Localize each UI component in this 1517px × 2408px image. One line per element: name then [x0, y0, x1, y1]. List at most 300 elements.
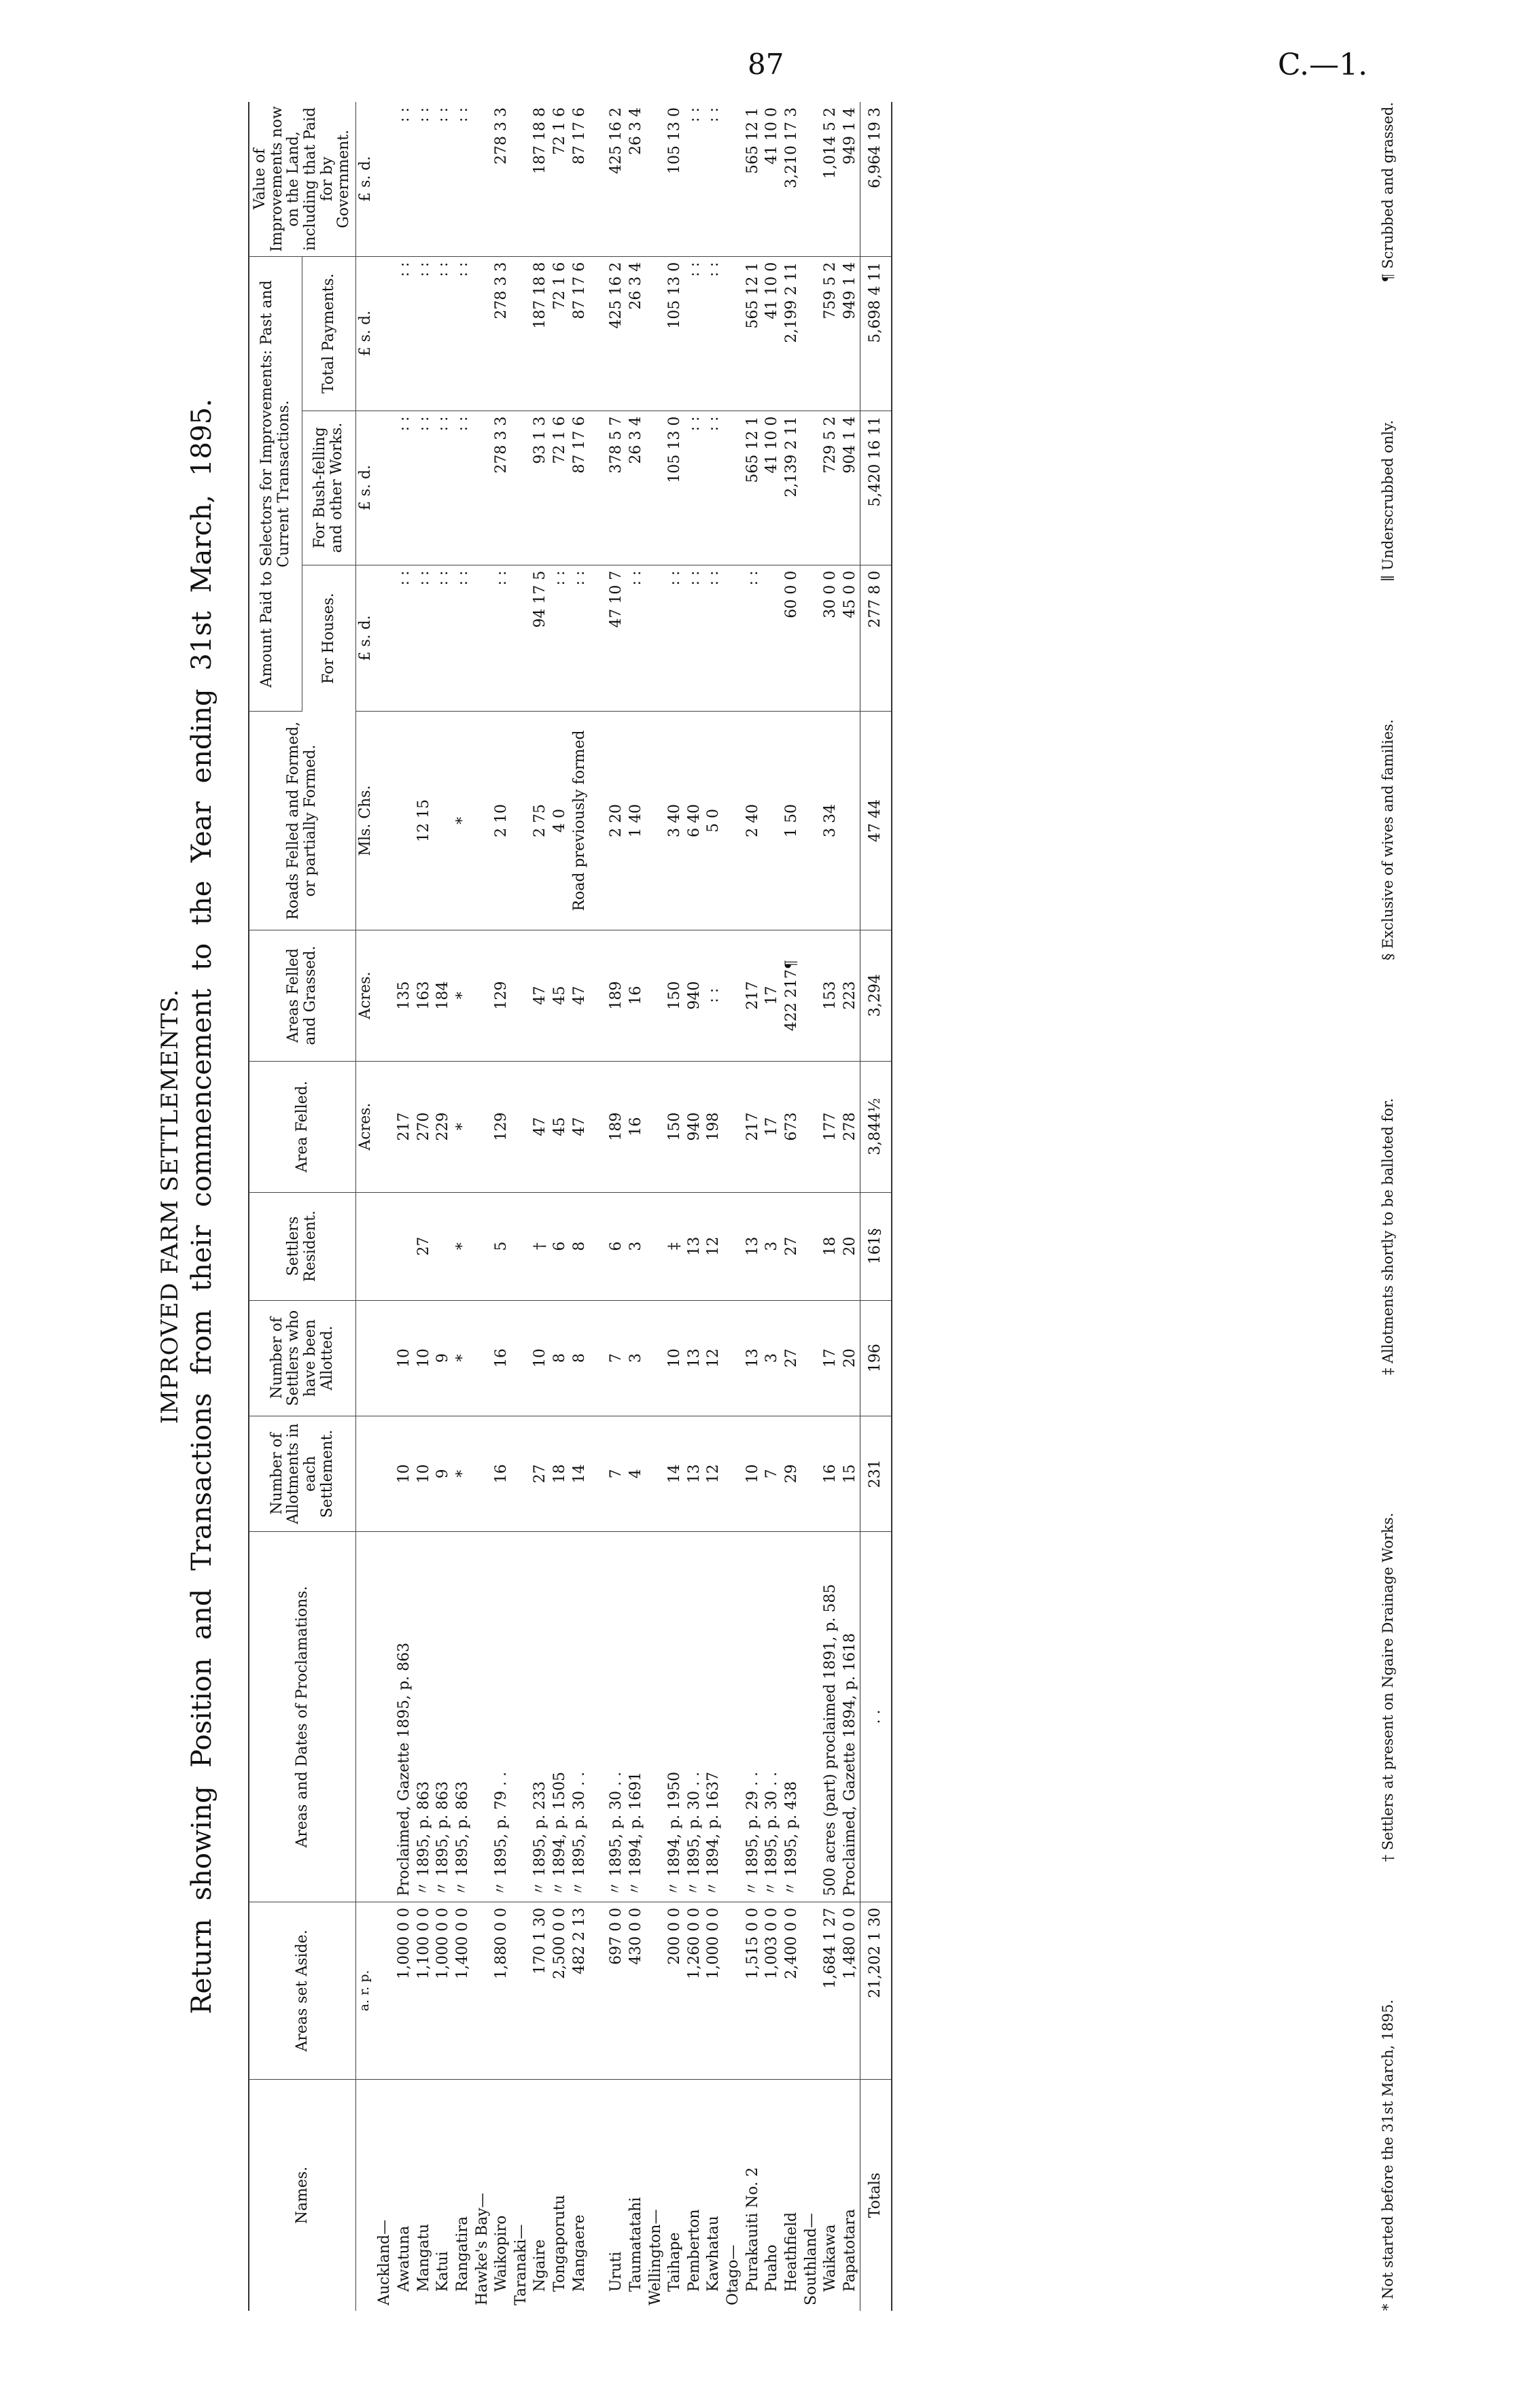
- cell-total: 41 10 0: [763, 256, 782, 411]
- units-felled: Acres.: [355, 1061, 375, 1192]
- region-name: Auckland—: [376, 2219, 394, 2305]
- cell-area: [589, 1902, 607, 2079]
- cell-allot: 16: [821, 1416, 841, 1531]
- cell-total: 26 3 4: [627, 256, 646, 411]
- cell-total: 187 18 8: [531, 256, 551, 411]
- units-areas: a. r. p.: [355, 1902, 375, 2079]
- totals-row: [860, 102, 892, 2311]
- cell-proc: [473, 1532, 493, 1902]
- cell-total: : :: [415, 256, 434, 411]
- cell-resident: [589, 1192, 607, 1300]
- cell-proc: [646, 1532, 666, 1902]
- units-grassed: Acres.: [355, 930, 375, 1061]
- cell-allot: 14: [665, 1416, 685, 1531]
- page-number: 87: [748, 48, 784, 81]
- cell-allotted: [589, 1300, 607, 1416]
- cell-area: 430 0 0: [627, 1902, 646, 2079]
- settlement-name: Puaho: [763, 2244, 781, 2292]
- cell-bush: 2,139 2 11: [782, 411, 802, 565]
- cell-total: [375, 256, 395, 411]
- settlement-name: Purakauiti No. 2: [744, 2167, 761, 2292]
- cell-grassed: 47: [570, 930, 590, 1061]
- cell-allotted: [802, 1300, 822, 1416]
- cell-bush: 26 3 4: [627, 411, 646, 565]
- totals-proc: . .: [860, 1532, 892, 1902]
- cell-area: 1,515 0 0: [744, 1902, 763, 2079]
- cell-allot: [512, 1416, 531, 1531]
- cell-allotted: 8: [551, 1300, 570, 1416]
- table-row: [434, 102, 453, 2311]
- cell-houses: [646, 565, 666, 712]
- cell-houses: 30 0 0: [821, 565, 841, 712]
- cell-proc: [589, 1532, 607, 1902]
- cell-allot: 18: [551, 1416, 570, 1531]
- cell-allot: [473, 1416, 493, 1531]
- cell-grassed: 184: [434, 930, 453, 1061]
- cell-value: [802, 102, 822, 256]
- totals-roads: 47 44: [860, 712, 892, 930]
- cell-roads: [395, 712, 415, 930]
- totals-houses: 277 8 0: [860, 565, 892, 712]
- cell-roads: [646, 712, 666, 930]
- cell-allot: 10: [395, 1416, 415, 1531]
- cell-total: 949 1 4: [841, 256, 860, 411]
- cell-houses: [375, 565, 395, 712]
- col-header-resident: Settlers Resident.: [249, 1192, 355, 1300]
- totals-allot: 231: [860, 1416, 892, 1531]
- cell-grassed: 940: [685, 930, 705, 1061]
- cell-grassed: [589, 930, 607, 1061]
- cell-houses: [802, 565, 822, 712]
- cell-proc: [724, 1532, 744, 1902]
- cell-proc: 〃 1895, p. 438: [782, 1532, 802, 1902]
- cell-value: : :: [453, 102, 473, 256]
- cell-resident: 27: [415, 1192, 434, 1300]
- cell-total: 759 5 2: [821, 256, 841, 411]
- cell-resident: 3: [627, 1192, 646, 1300]
- cell-roads: 2 40: [744, 712, 763, 930]
- col-header-areas: Areas set Aside.: [249, 1902, 355, 2079]
- cell-total: 278 3 3: [492, 256, 512, 411]
- cell-bush: [646, 411, 666, 565]
- cell-bush: [724, 411, 744, 565]
- cell-allot: 7: [763, 1416, 782, 1531]
- cell-allotted: 17: [821, 1300, 841, 1416]
- cell-area: 1,260 0 0: [685, 1902, 705, 2079]
- table-row: [841, 102, 860, 2311]
- settlement-name: Taumatatahi: [627, 2197, 644, 2292]
- cell-proc: 〃 1895, p. 30 . .: [570, 1532, 590, 1902]
- settlement-name: Waikopiro: [493, 2215, 510, 2292]
- cell-allot: [589, 1416, 607, 1531]
- settlement-name: Papatotara: [841, 2209, 858, 2292]
- cell-allot: 9: [434, 1416, 453, 1531]
- totals-grassed: 3,294: [860, 930, 892, 1061]
- cell-area: [802, 1902, 822, 2079]
- settlements-table: [248, 102, 892, 2311]
- cell-resident: [375, 1192, 395, 1300]
- cell-allotted: 3: [763, 1300, 782, 1416]
- region-name: Taranaki—: [512, 2224, 529, 2305]
- cell-bush: : :: [415, 411, 434, 565]
- cell-value: : :: [704, 102, 724, 256]
- settlement-name: Katui: [434, 2251, 452, 2292]
- settlement-name: Heathfield: [782, 2212, 800, 2292]
- totals-resident: 161§: [860, 1192, 892, 1300]
- cell-area: 1,880 0 0: [492, 1902, 512, 2079]
- cell-grassed: [512, 930, 531, 1061]
- cell-felled: 270: [415, 1061, 434, 1192]
- cell-area: 1,480 0 0: [841, 1902, 860, 2079]
- cell-total: 425 16 2: [607, 256, 627, 411]
- cell-value: 1,014 5 2: [821, 102, 841, 256]
- cell-allotted: 12: [704, 1300, 724, 1416]
- cell-bush: : :: [704, 411, 724, 565]
- cell-allotted: 10: [665, 1300, 685, 1416]
- cell-value: : :: [415, 102, 434, 256]
- table-row: [415, 102, 434, 2311]
- cell-houses: : :: [685, 565, 705, 712]
- cell-houses: : :: [627, 565, 646, 712]
- col-header-total: Total Payments.: [302, 256, 355, 411]
- cell-felled: 177: [821, 1061, 841, 1192]
- group-row: [802, 102, 822, 2311]
- settlement-name: Tongaporutu: [551, 2195, 568, 2292]
- cell-allot: [724, 1416, 744, 1531]
- table-title: IMPROVED FARM SETTLEMENTS.: [156, 988, 184, 1425]
- cell-felled: [802, 1061, 822, 1192]
- cell-bush: [473, 411, 493, 565]
- footnote: † Settlers at present on Ngaire Drainage Works.: [1380, 1512, 1396, 1862]
- cell-houses: : :: [453, 565, 473, 712]
- cell-area: 1,000 0 0: [434, 1902, 453, 2079]
- cell-houses: 45 0 0: [841, 565, 860, 712]
- cell-resident: *: [453, 1192, 473, 1300]
- region-name: Wellington—: [646, 2209, 664, 2305]
- cell-bush: : :: [453, 411, 473, 565]
- cell-proc: [512, 1532, 531, 1902]
- footnote: ¶ Scrubbed and grassed.: [1380, 102, 1396, 283]
- cell-total: [724, 256, 744, 411]
- totals-total: 5,698 4 11: [860, 256, 892, 411]
- cell-total: 105 13 0: [665, 256, 685, 411]
- table-row: [607, 102, 627, 2311]
- cell-felled: [375, 1061, 395, 1192]
- cell-roads: [473, 712, 493, 930]
- cell-houses: : :: [395, 565, 415, 712]
- cell-proc: 〃 1895, p. 233: [531, 1532, 551, 1902]
- table-row: [821, 102, 841, 2311]
- cell-houses: [724, 565, 744, 712]
- cell-houses: : :: [665, 565, 685, 712]
- cell-area: [646, 1902, 666, 2079]
- cell-roads: Road previously formed: [570, 712, 590, 930]
- settlement-name: Waikawa: [822, 2224, 839, 2292]
- table-row: [551, 102, 570, 2311]
- cell-roads: 5 0: [704, 712, 724, 930]
- cell-felled: 940: [685, 1061, 705, 1192]
- cell-houses: : :: [434, 565, 453, 712]
- settlement-name: [589, 2079, 607, 2311]
- cell-allotted: 8: [570, 1300, 590, 1416]
- cell-bush: 904 1 4: [841, 411, 860, 565]
- cell-proc: 〃 1895, p. 30 . .: [763, 1532, 782, 1902]
- col-header-felled: Area Felled.: [249, 1061, 355, 1192]
- cell-allot: [375, 1416, 395, 1531]
- units-value: £ s. d.: [355, 102, 375, 256]
- cell-resident: 8: [570, 1192, 590, 1300]
- cell-houses: 47 10 7: [607, 565, 627, 712]
- cell-area: 697 0 0: [607, 1902, 627, 2079]
- cell-proc: [802, 1532, 822, 1902]
- cell-resident: 5: [492, 1192, 512, 1300]
- cell-roads: 2 20: [607, 712, 627, 930]
- cell-grassed: : :: [704, 930, 724, 1061]
- cell-grassed: [375, 930, 395, 1061]
- cell-houses: : :: [704, 565, 724, 712]
- cell-area: [724, 1902, 744, 2079]
- cell-total: 2,199 2 11: [782, 256, 802, 411]
- cell-allot: 7: [607, 1416, 627, 1531]
- cell-total: [646, 256, 666, 411]
- table-row: [744, 102, 763, 2311]
- cell-grassed: 422 217¶: [782, 930, 802, 1061]
- cell-roads: [375, 712, 395, 930]
- group-row: [473, 102, 493, 2311]
- cell-houses: : :: [551, 565, 570, 712]
- cell-resident: 6: [551, 1192, 570, 1300]
- cell-area: 1,684 1 27: [821, 1902, 841, 2079]
- cell-proc: [375, 1532, 395, 1902]
- cell-grassed: 189: [607, 930, 627, 1061]
- settlement-name: Uruti: [608, 2251, 625, 2292]
- cell-bush: : :: [395, 411, 415, 565]
- cell-felled: *: [453, 1061, 473, 1192]
- cell-roads: [724, 712, 744, 930]
- cell-area: 1,003 0 0: [763, 1902, 782, 2079]
- cell-grassed: [724, 930, 744, 1061]
- cell-proc: 〃 1894, p. 1950: [665, 1532, 685, 1902]
- cell-proc: 500 acres (part) proclaimed 1891, p. 585: [821, 1532, 841, 1902]
- cell-value: [512, 102, 531, 256]
- cell-value: : :: [434, 102, 453, 256]
- cell-allot: *: [453, 1416, 473, 1531]
- col-header-houses: For Houses.: [302, 565, 355, 712]
- cell-bush: 72 1 6: [551, 411, 570, 565]
- cell-felled: 229: [434, 1061, 453, 1192]
- cell-proc: Proclaimed, Gazette 1894, p. 1618: [841, 1532, 860, 1902]
- cell-proc: 〃 1894, p. 1505: [551, 1532, 570, 1902]
- cell-roads: 6 40: [685, 712, 705, 930]
- group-row: [512, 102, 531, 2311]
- col-header-allotted: Number of Settlers who have been Allotted.: [249, 1300, 355, 1416]
- cell-felled: 278: [841, 1061, 860, 1192]
- table-row: [665, 102, 685, 2311]
- cell-total: 72 1 6: [551, 256, 570, 411]
- cell-felled: [473, 1061, 493, 1192]
- cell-houses: 94 17 5: [531, 565, 551, 712]
- cell-resident: 27: [782, 1192, 802, 1300]
- cell-grassed: 16: [627, 930, 646, 1061]
- totals-value: 6,964 19 3: [860, 102, 892, 256]
- cell-area: [512, 1902, 531, 2079]
- settlement-name: Taihape: [666, 2232, 684, 2292]
- cell-grassed: [473, 930, 493, 1061]
- cell-felled: 673: [782, 1061, 802, 1192]
- cell-bush: [375, 411, 395, 565]
- footnote: § Exclusive of wives and families.: [1380, 719, 1396, 961]
- cell-allotted: 13: [685, 1300, 705, 1416]
- cell-value: [375, 102, 395, 256]
- cell-resident: 18: [821, 1192, 841, 1300]
- col-header-bush: For Bush-felling and other Works.: [302, 411, 355, 565]
- cell-roads: [763, 712, 782, 930]
- cell-total: : :: [704, 256, 724, 411]
- cell-allot: 29: [782, 1416, 802, 1531]
- cell-roads: *: [453, 712, 473, 930]
- cell-allotted: [646, 1300, 666, 1416]
- rotated-table-region: [156, 102, 1427, 2311]
- cell-allot: 27: [531, 1416, 551, 1531]
- cell-proc: 〃 1895, p. 29 . .: [744, 1532, 763, 1902]
- cell-felled: 45: [551, 1061, 570, 1192]
- cell-felled: 129: [492, 1061, 512, 1192]
- cell-allotted: 9: [434, 1300, 453, 1416]
- cell-proc: Proclaimed, Gazette 1895, p. 863: [395, 1532, 415, 1902]
- cell-proc: 〃 1895, p. 79 . .: [492, 1532, 512, 1902]
- cell-grassed: 163: [415, 930, 434, 1061]
- cell-value: [646, 102, 666, 256]
- cell-allot: 10: [415, 1416, 434, 1531]
- cell-bush: 87 17 6: [570, 411, 590, 565]
- cell-grassed: [646, 930, 666, 1061]
- cell-value: [724, 102, 744, 256]
- units-roads: Mls. Chs.: [355, 712, 375, 930]
- cell-houses: : :: [570, 565, 590, 712]
- cell-grassed: 129: [492, 930, 512, 1061]
- cell-grassed: 47: [531, 930, 551, 1061]
- totals-area: 21,202 1 30: [860, 1902, 892, 2079]
- cell-allotted: [724, 1300, 744, 1416]
- cell-bush: [802, 411, 822, 565]
- cell-houses: [512, 565, 531, 712]
- cell-felled: 150: [665, 1061, 685, 1192]
- cell-roads: 1 50: [782, 712, 802, 930]
- col-header-roads: Roads Felled and Formed, or partially Formed.: [249, 712, 355, 930]
- cell-roads: 2 10: [492, 712, 512, 930]
- cell-allotted: 10: [531, 1300, 551, 1416]
- cell-felled: [589, 1061, 607, 1192]
- cell-area: 1,000 0 0: [704, 1902, 724, 2079]
- cell-houses: : :: [492, 565, 512, 712]
- cell-resident: 3: [763, 1192, 782, 1300]
- cell-value: 87 17 6: [570, 102, 590, 256]
- cell-resident: 13: [685, 1192, 705, 1300]
- cell-allot: [646, 1416, 666, 1531]
- cell-grassed: 135: [395, 930, 415, 1061]
- table-row: [782, 102, 802, 2311]
- cell-bush: 105 13 0: [665, 411, 685, 565]
- cell-roads: 3 34: [821, 712, 841, 930]
- footnotes: [1380, 102, 1396, 2311]
- cell-total: 87 17 6: [570, 256, 590, 411]
- cell-allotted: 10: [415, 1300, 434, 1416]
- cell-proc: 〃 1895, p. 863: [415, 1532, 434, 1902]
- cell-houses: [589, 565, 607, 712]
- table-row: [531, 102, 551, 2311]
- cell-allot: 13: [685, 1416, 705, 1531]
- cell-proc: 〃 1895, p. 863: [453, 1532, 473, 1902]
- cell-felled: [646, 1061, 666, 1192]
- cell-allotted: 13: [744, 1300, 763, 1416]
- table-row: [395, 102, 415, 2311]
- cell-houses: : :: [744, 565, 763, 712]
- cell-resident: [512, 1192, 531, 1300]
- cell-value: 41 10 0: [763, 102, 782, 256]
- cell-value: 278 3 3: [492, 102, 512, 256]
- col-header-grassed: Areas Felled and Grassed.: [249, 930, 355, 1061]
- cell-proc: 〃 1894, p. 1637: [704, 1532, 724, 1902]
- cell-felled: 16: [627, 1061, 646, 1192]
- cell-felled: [512, 1061, 531, 1192]
- cell-felled: 17: [763, 1061, 782, 1192]
- cell-area: [473, 1902, 493, 2079]
- cell-allot: 10: [744, 1416, 763, 1531]
- cell-allot: 4: [627, 1416, 646, 1531]
- cell-total: [802, 256, 822, 411]
- cell-total: [512, 256, 531, 411]
- cell-area: [375, 1902, 395, 2079]
- cell-resident: 12: [704, 1192, 724, 1300]
- cell-allotted: [473, 1300, 493, 1416]
- cell-grassed: [802, 930, 822, 1061]
- cell-area: 1,400 0 0: [453, 1902, 473, 2079]
- cell-value: : :: [395, 102, 415, 256]
- settlement-name: Rangatira: [453, 2216, 471, 2292]
- col-header-amount-group: Amount Paid to Selectors for Improvements: Past and Current Transactions.: [249, 256, 302, 712]
- settlement-name: Ngaire: [531, 2239, 549, 2292]
- cell-value: 105 13 0: [665, 102, 685, 256]
- cell-roads: 2 75: [531, 712, 551, 930]
- cell-allotted: 27: [782, 1300, 802, 1416]
- document-code: C.—1.: [1278, 48, 1368, 82]
- region-name: Otago—: [725, 2244, 742, 2305]
- table-row: [763, 102, 782, 2311]
- cell-felled: 198: [704, 1061, 724, 1192]
- units-bush: £ s. d.: [355, 411, 375, 565]
- cell-grassed: 17: [763, 930, 782, 1061]
- cell-resident: [724, 1192, 744, 1300]
- cell-allot: [802, 1416, 822, 1531]
- cell-grassed: 217: [744, 930, 763, 1061]
- cell-value: [473, 102, 493, 256]
- group-row: [646, 102, 666, 2311]
- cell-proc: 〃 1894, p. 1691: [627, 1532, 646, 1902]
- cell-grassed: *: [453, 930, 473, 1061]
- table-row: [570, 102, 590, 2311]
- cell-allotted: 20: [841, 1300, 860, 1416]
- group-row: [724, 102, 744, 2311]
- cell-grassed: 223: [841, 930, 860, 1061]
- settlement-name: Kawhatau: [705, 2216, 722, 2292]
- cell-resident: [434, 1192, 453, 1300]
- table-row: [627, 102, 646, 2311]
- cell-area: 170 1 30: [531, 1902, 551, 2079]
- table-row: [492, 102, 512, 2311]
- cell-allotted: [375, 1300, 395, 1416]
- cell-proc: 〃 1895, p. 30 . .: [607, 1532, 627, 1902]
- table-row: [453, 102, 473, 2311]
